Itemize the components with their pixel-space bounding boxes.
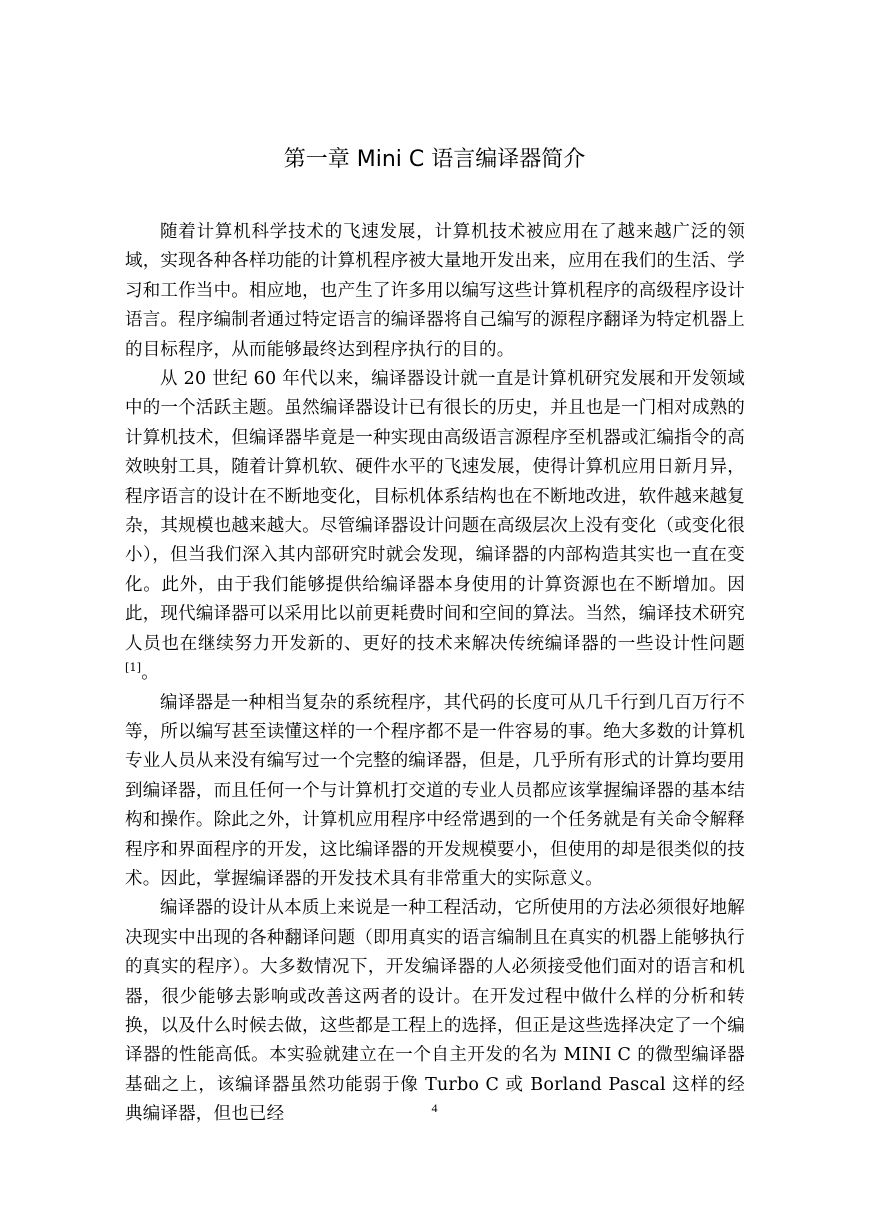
citation-reference: [1] — [125, 661, 142, 675]
page-number: 4 — [431, 1101, 438, 1115]
paragraph-2 — [125, 365, 745, 688]
paragraph-2-tail: 。 — [141, 663, 159, 684]
paragraph-3-text: 编译器是一种相当复杂的系统程序，其代码的长度可从几千行到几百万行不等，所以编写甚至读懂这样的一个程序都不是一件容易的事。绝大多数的计算机专业人员从来没有编写过一个完整的编译器，但是，几乎所有形式的计算均要用到编译器，而且任何一个与计算机打交道的专业人员都应该掌握编译器的基本结构和操作。除此之外，计算机应用程序中经常遇到的一个任务就是有关命令解释程序和界面程序的开发，这比编译器的开发规模要小，但使用的却是很类似的技术。因此，掌握编译器的开发技术具有非常重大的实际意义。 — [125, 692, 745, 889]
paragraph-3 — [125, 689, 745, 895]
paragraph-4-text: 编译器的设计从本质上来说是一种工程活动，它所使用的方法必须很好地解决现实中出现的各种翻译问题（即用真实的语言编制且在真实的机器上能够执行的真实的程序）。大多数情况下，开发编译器的人必须接受他们面对的语言和机器，很少能够去影响或改善这两者的设计。在开发过程中做什么样的分析和转换，以及什么时候去做，这些都是工程上的选择，但正是这些选择决定了一个编译器的性能高低。本实验就建立在一个自主开发的名为 MINI C 的微型编译器基础之上，该编译器虽然功能弱于像 Turbo C 或 Borland Pascal 这样的经典编译器，但也已经 — [125, 898, 745, 1125]
paragraph-4 — [125, 894, 745, 1129]
paragraph-2-text: 从 20 世纪 60 年代以来，编译器设计就一直是计算机研究发展和开发领域中的一个活跃主题。虽然编译器设计已有很长的历史，并且也是一门相对成熟的计算机技术，但编译器毕竟是一种实现由高级语言源程序至机器或汇编指令的高效映射工具，随着计算机软、硬件水平的飞速发展，使得计算机应用日新月异，程序语言的设计在不断地变化，目标机体系结构也在不断地改进，软件越来越复杂，其规模也越来越大。尽管编译器设计问题在高级层次上没有变化（或变化很小），但当我们深入其内部研究时就会发现，编译器的内部构造其实也一直在变化。此外，由于我们能够提供给编译器本身使用的计算资源也在不断增加。因此，现代编译器可以采用比以前更耗费时间和空间的算法。当然，编译技术研究人员也在继续努力开发新的、更好的技术来解决传统编译器的一些设计性问题 — [125, 369, 745, 654]
chapter-title: 第一章 Mini C 语言编译器简介 — [283, 147, 586, 172]
body-text — [125, 218, 745, 1130]
paragraph-1-text: 随着计算机科学技术的飞速发展，计算机技术被应用在了越来越广泛的领域，实现各种各样功能的计算机程序被大量地开发出来，应用在我们的生活、学习和工作当中。相应地，也产生了许多用以编写这些计算机程序的高级程序设计语言。程序编制者通过特定语言的编译器将自己编写的源程序翻译为特定机器上的目标程序，从而能够最终达到程序执行的目的。 — [125, 222, 745, 360]
paragraph-1 — [125, 218, 745, 365]
